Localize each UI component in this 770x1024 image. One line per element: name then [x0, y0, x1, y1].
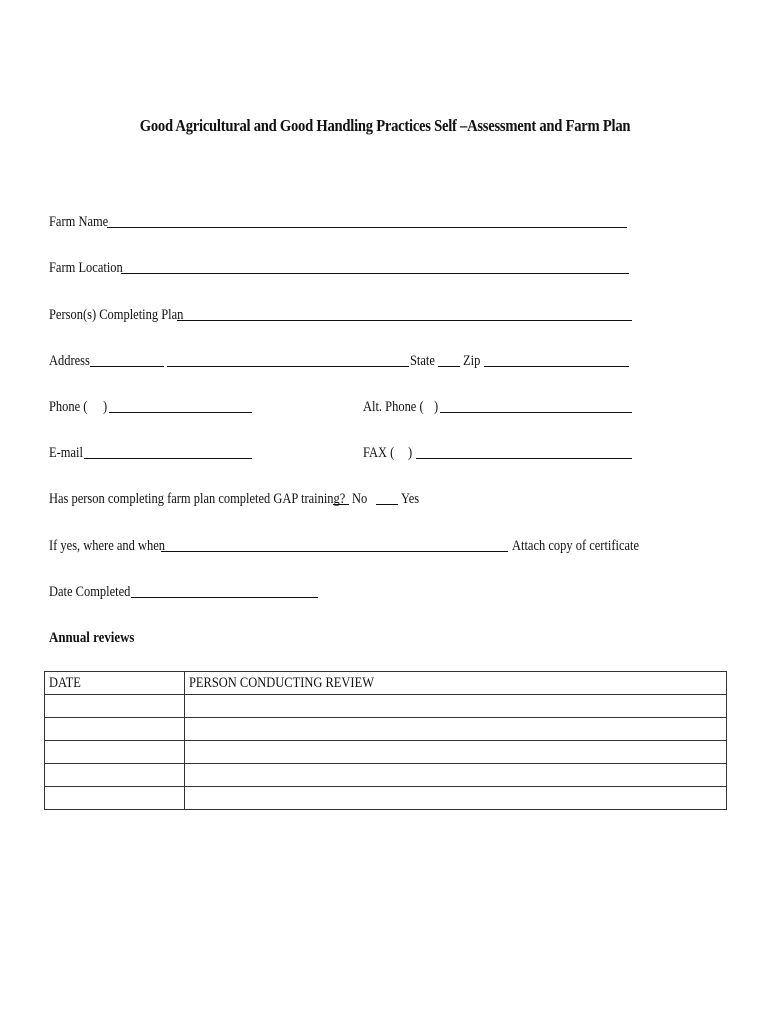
person-cell[interactable] [185, 741, 727, 764]
person-cell[interactable] [185, 718, 727, 741]
if-yes-row [49, 536, 640, 556]
zip-field[interactable] [484, 366, 629, 367]
date-column-header: DATE [45, 672, 185, 695]
zip-label: Zip [463, 353, 481, 369]
address-label: Address [49, 353, 90, 369]
phone-close-paren: ) [103, 399, 108, 415]
date-completed-row [49, 582, 321, 602]
persons-completing-row [49, 305, 634, 325]
gap-yes-field[interactable] [376, 504, 398, 505]
date-cell[interactable] [45, 764, 185, 787]
table-header-row [45, 672, 727, 695]
person-cell[interactable] [185, 695, 727, 718]
farm-location-field[interactable] [121, 273, 629, 274]
farm-name-label: Farm Name [49, 214, 109, 230]
table-row [45, 764, 727, 787]
alt-phone-label: Alt. Phone ( [363, 399, 424, 415]
table-row [45, 718, 727, 741]
state-field[interactable] [438, 366, 460, 367]
gap-no-field[interactable] [333, 504, 349, 505]
attach-certificate-label: Attach copy of certificate [512, 538, 640, 554]
alt-phone-field[interactable] [440, 412, 632, 413]
date-completed-label: Date Completed [49, 584, 131, 600]
date-cell[interactable] [45, 695, 185, 718]
email-row [49, 443, 634, 463]
phone-row [49, 397, 634, 417]
date-cell[interactable] [45, 787, 185, 810]
state-label: State [410, 353, 435, 369]
email-field[interactable] [84, 458, 252, 459]
fax-label: FAX ( [363, 445, 395, 461]
annual-reviews-table [44, 671, 727, 810]
if-yes-label: If yes, where and when [49, 538, 166, 554]
address-field-part2[interactable] [167, 366, 409, 367]
date-completed-field[interactable] [131, 597, 318, 598]
persons-completing-field[interactable] [177, 320, 632, 321]
email-label: E-mail [49, 445, 83, 461]
person-cell[interactable] [185, 787, 727, 810]
gap-yes-label: Yes [401, 491, 420, 507]
fax-close-paren: ) [408, 445, 413, 461]
gap-training-row [49, 489, 429, 509]
alt-phone-close-paren: ) [434, 399, 439, 415]
date-cell[interactable] [45, 718, 185, 741]
person-cell[interactable] [185, 764, 727, 787]
phone-label: Phone ( [49, 399, 88, 415]
person-column-header: PERSON CONDUCTING REVIEW [185, 672, 727, 695]
table-row [45, 741, 727, 764]
fax-field[interactable] [416, 458, 632, 459]
table-row [45, 787, 727, 810]
farm-location-label: Farm Location [49, 260, 123, 276]
gap-no-label: No [352, 491, 368, 507]
page-title: Good Agricultural and Good Handling Practices Self –Assessment and Farm Plan [139, 116, 631, 135]
persons-completing-label: Person(s) Completing Plan [49, 307, 184, 323]
address-row [49, 351, 631, 371]
table-row [45, 695, 727, 718]
annual-reviews-heading: Annual reviews [49, 630, 135, 646]
phone-field[interactable] [109, 412, 252, 413]
date-cell[interactable] [45, 741, 185, 764]
if-yes-field[interactable] [161, 551, 508, 552]
farm-name-field[interactable] [107, 227, 627, 228]
address-field-part1[interactable] [90, 366, 164, 367]
farm-location-row [49, 258, 631, 278]
farm-name-row [49, 212, 629, 232]
gap-training-question: Has person completing farm plan completed GAP training? [49, 491, 346, 507]
